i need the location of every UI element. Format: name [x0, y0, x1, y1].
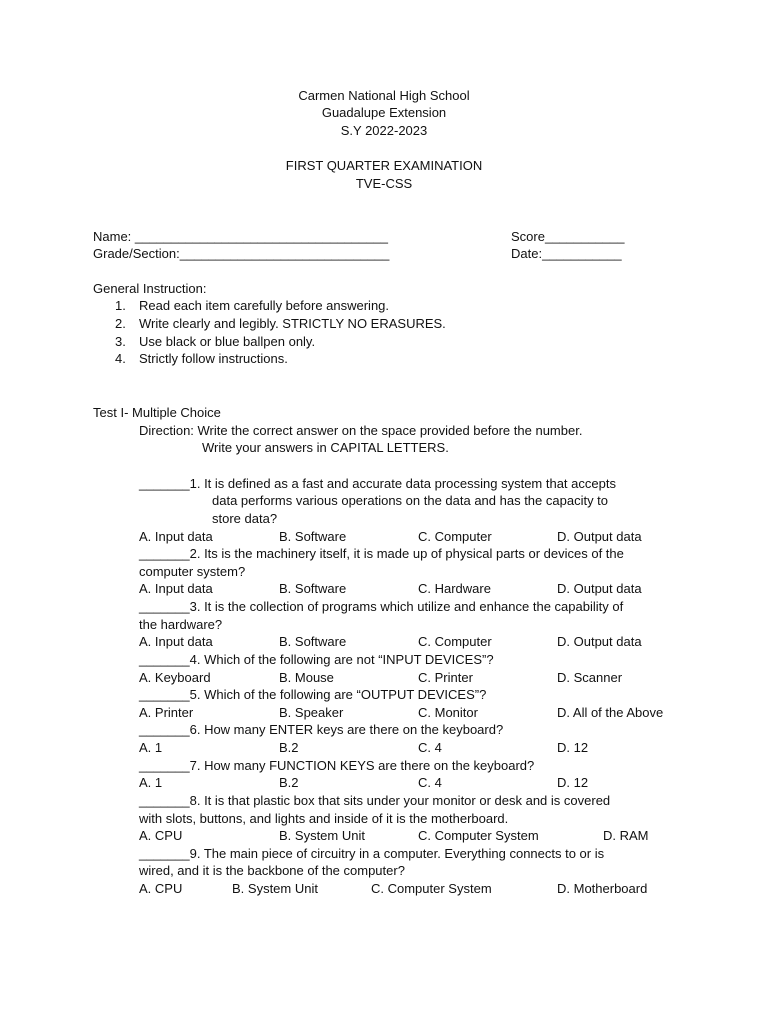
test-title: Test I- Multiple Choice — [93, 405, 221, 420]
q9-option-d: D. Motherboard — [557, 881, 648, 896]
q3-option-b: B. Software — [279, 634, 347, 649]
question-9-line-1: _______9. The main piece of circuitry in a computer. Everything connects to or is — [139, 846, 605, 861]
q4-option-b: B. Mouse — [279, 670, 334, 685]
grade-section-field[interactable]: Grade/Section:_____________________________ — [93, 246, 390, 261]
question-1-line-3: store data? — [212, 511, 278, 526]
q1-option-a: A. Input data — [139, 529, 213, 544]
direction-line-1: Direction: Write the correct answer on the space provided before the number. — [139, 423, 583, 438]
q2-option-c: C. Hardware — [418, 581, 491, 596]
q5-option-b: B. Speaker — [279, 705, 344, 720]
q7-option-c: C. 4 — [418, 775, 442, 790]
campus-name: Guadalupe Extension — [321, 105, 447, 120]
instruction-item: 4. Strictly follow instructions. — [115, 351, 288, 367]
q9-option-b: B. System Unit — [232, 881, 318, 896]
q2-option-b: B. Software — [279, 581, 347, 596]
q9-option-a: A. CPU — [139, 881, 183, 896]
question-6-line-1: _______6. How many ENTER keys are there on the keyboard? — [139, 722, 504, 737]
q7-option-d: D. 12 — [557, 775, 589, 790]
name-field[interactable]: Name: ___________________________________ — [93, 229, 388, 244]
q3-option-d: D. Output data — [557, 634, 642, 649]
instruction-item: 1. Read each item carefully before answering. — [115, 298, 390, 313]
q4-option-d: D. Scanner — [557, 670, 623, 685]
score-field[interactable]: Score___________ — [511, 229, 625, 244]
q3-option-c: C. Computer — [418, 634, 492, 649]
q5-option-a: A. Printer — [139, 705, 194, 720]
question-1-line-1: _______1. It is defined as a fast and accurate data processing system that accepts — [139, 476, 616, 491]
q4-option-c: C. Printer — [418, 670, 473, 685]
question-3-line-1: _______3. It is the collection of programs which utilize and enhance the capability of — [139, 599, 624, 614]
direction-line-2: Write your answers in CAPITAL LETTERS. — [202, 440, 449, 455]
question-8-line-2: with slots, buttons, and lights and inside of it is the motherboard. — [139, 811, 509, 826]
q6-option-a: A. 1 — [139, 740, 163, 755]
school-name: Carmen National High School — [298, 88, 470, 103]
q2-option-a: A. Input data — [139, 581, 213, 596]
q6-option-c: C. 4 — [418, 740, 442, 755]
instruction-list — [115, 297, 446, 368]
q8-option-a: A. CPU — [139, 828, 183, 843]
q5-option-d: D. All of the Above — [557, 705, 664, 720]
exam-title: FIRST QUARTER EXAMINATION — [285, 158, 483, 173]
question-3-line-2: the hardware? — [139, 617, 223, 632]
q1-option-c: C. Computer — [418, 529, 492, 544]
question-4-line-1: _______4. Which of the following are not “INPUT DEVICES”? — [139, 652, 494, 667]
q8-option-d: D. RAM — [603, 828, 649, 843]
question-8-line-1: _______8. It is that plastic box that sits under your monitor or desk and is covered — [139, 793, 611, 808]
q7-option-a: A. 1 — [139, 775, 163, 790]
q8-option-b: B. System Unit — [279, 828, 365, 843]
q6-option-b: B.2 — [279, 740, 299, 755]
q5-option-c: C. Monitor — [418, 705, 478, 720]
question-7-line-1: _______7. How many FUNCTION KEYS are there on the keyboard? — [139, 758, 535, 773]
q3-option-a: A. Input data — [139, 634, 213, 649]
q1-option-b: B. Software — [279, 529, 347, 544]
q9-option-c: C. Computer System — [371, 881, 492, 896]
q4-option-a: A. Keyboard — [139, 670, 211, 685]
q6-option-d: D. 12 — [557, 740, 589, 755]
question-2-line-1: _______2. Its is the machinery itself, it is made up of physical parts or devices of the — [139, 546, 624, 561]
school-year: S.Y 2022-2023 — [340, 123, 428, 138]
question-2-line-2: computer system? — [139, 564, 246, 579]
question-1-line-2: data performs various operations on the data and has the capacity to — [212, 493, 609, 508]
q2-option-d: D. Output data — [557, 581, 642, 596]
general-instruction-heading: General Instruction: — [93, 281, 207, 296]
question-9-line-2: wired, and it is the backbone of the computer? — [139, 863, 405, 878]
subject-name: TVE-CSS — [355, 176, 413, 191]
q1-option-d: D. Output data — [557, 529, 642, 544]
instruction-item: 3. Use black or blue ballpen only. — [115, 333, 316, 349]
question-5-line-1: _______5. Which of the following are “OUTPUT DEVICES”? — [139, 687, 487, 702]
instruction-item: 2. Write clearly and legibly. STRICTLY NO ERASURES. — [115, 315, 446, 331]
q8-option-c: C. Computer System — [418, 828, 539, 843]
date-field[interactable]: Date:___________ — [511, 246, 622, 261]
q7-option-b: B.2 — [279, 775, 299, 790]
